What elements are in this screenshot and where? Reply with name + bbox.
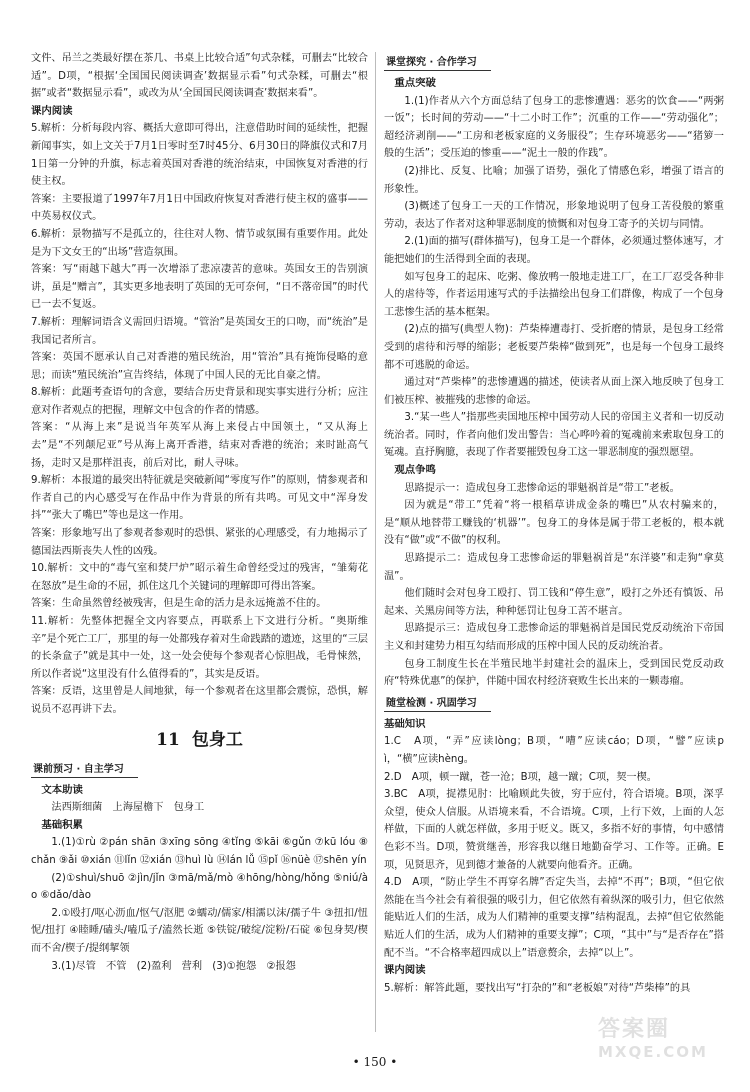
paragraph: 9.解析：本报道的最突出特征就是突破新闻“零度写作”的原则，情参观者和作者自己的内心感受写在作品中作为背景的所有共鸣。可见文中“浑身发抖”“张大了嘴巴”等也是这一作用。 bbox=[31, 475, 368, 522]
left-column bbox=[31, 50, 368, 975]
paragraph: 4.D A项，“防止学生不再穿名牌”否定失当，去掉“不再”；B项，“但它依然能在当今社会有着很强的吸引力，但它依然有着纵深的吸引力，但它依然能贴近人们的生活，成为人们精神的重要支撑”结构混乱，去掉“但它依然能贴近人们的生活，成为人们精神的重要支撑”；C项，“其中”与“是否存在”搭配不当。“不合格率超四成以上”语意赘余，去掉“以上”。 bbox=[384, 877, 724, 959]
watermark-logo bbox=[598, 1012, 728, 1076]
paragraph: 因为就是“带工”凭着“将一根稻草讲成金条的嘴巴”从农村骗来的，是“顺从地替带工赚钱的‘机器’”。包身工的身体是属于带工老板的，根本就没有“做”或“不做”的权利。 bbox=[384, 500, 724, 547]
chapter-number: 11 bbox=[156, 729, 180, 750]
paragraph: 5.解析：解答此题，要找出写“打杂的”和“老板娘”对待“芦柴棒”的具 bbox=[384, 982, 691, 994]
paragraph: 法西斯细菌 上海屋檐下 包身工 bbox=[51, 802, 205, 814]
section-tag: 课前预习 · 自主学习 bbox=[31, 763, 138, 778]
watermark-text-en: MXQE.COM bbox=[598, 1043, 708, 1061]
paragraph: 答案：写“雨越下越大”再一次增添了悲凉凄苦的意味。英国女王的告别演讲，虽是“赠言”，其实更多地表明了英国的无可奈何，“日不落帝国”的时代已一去不复返。 bbox=[31, 264, 368, 311]
paragraph: 6.解析：景物描写不是孤立的，往往对人物、情节或氛围有重要作用。此处是为下文女王的“出场”营造氛围。 bbox=[31, 228, 368, 258]
section-heading: 重点突破 bbox=[394, 77, 436, 89]
right-column bbox=[384, 50, 724, 997]
section-heading: 课内阅读 bbox=[384, 964, 426, 977]
paragraph: 2.①殴打/呕心沥血/怄气/沤肥 ②蠕动/儒家/相濡以沫/孺子牛 ③扭扣/忸怩/扭打 ④睦睡/磕头/嗑瓜子/溘然长逝 ⑤铁锭/破绽/淀粉/石碇 ⑥包身契/楔而不舍/楔子/提纲挈领 bbox=[31, 907, 368, 954]
paragraph: (2)①shuì/shuō ②jìn/jǐn ③mā/mǎ/mò ④hōng/hòng/hǒng ⑤niú/ào ⑥dǎo/dào bbox=[31, 872, 368, 902]
paragraph: 答案：主要报道了1997年7月1日中国政府恢复对香港行使主权的盛事——中英易权仪式。 bbox=[31, 193, 368, 223]
paragraph: 思路提示三：造成包身工悲惨命运的罪魁祸首是国民党反动统治下帝国主义和封建势力相互勾结而形成的压榨中国人民的反动统治者。 bbox=[384, 623, 724, 652]
paragraph: 1.(1)作者从六个方面总结了包身工的悲惨遭遇：恶劣的饮食——“两粥一饭”；长时间的劳动——“十二小时工作”；沉重的工作——“劳动强化”；超经济剥削——“工房和老板家庭的义务服役”；生存环境恶劣——“猪箩一般的生活”；受压迫的惨重——“泥土一般的作践”。 bbox=[384, 95, 724, 160]
section-tag: 随堂检测 · 巩固学习 bbox=[384, 697, 491, 712]
section-tag-row bbox=[384, 691, 724, 716]
column-divider bbox=[375, 52, 376, 1032]
paragraph: 思路提示二：造成包身工悲惨命运的罪魁祸首是“东洋婆”和走狗“拿莫温”。 bbox=[384, 553, 724, 582]
paragraph: 答案：英国不愿承认自己对香港的殖民统治，用“管治”具有掩饰侵略的意思；而读“殖民统治”宣告终结，体现了中国人民的无比自豪之情。 bbox=[31, 352, 368, 381]
paragraph: (3)概述了包身工一天的工作情况，形象地说明了包身工苦役般的繁重劳动，表达了作者对这种罪恶制度的愤慨和对包身工寄予的关切与同情。 bbox=[384, 201, 724, 230]
paragraph: 答案：形象地写出了参观者参观时的恐惧、紧张的心理感受，有力地揭示了德国法西斯丧失人性的凶残。 bbox=[31, 528, 368, 557]
paragraph: 3.“某一些人”指那些卖国地压榨中国劳动人民的帝国主义者和一切反动统治者。同时，作者向他们发出警告：当心哗吟着的冤魂前来索取包身工的冤魂。直抒胸臆，表现了作者要摧毁包身工这一罪恶制度的强烈愿望。 bbox=[384, 412, 724, 459]
section-heading: 课内阅读 bbox=[31, 104, 73, 117]
paragraph: 3.(1)尽管 不管 (2)盈利 营利 (3)①抱怨 ②报怨 bbox=[51, 960, 296, 972]
paragraph: 11.解析：先整体把握全文内容要点，再联系上下文进行分析。“奥斯维辛”是个死亡工厂，那里的每一处都残存着对生命践踏的遗迹，这里的“三层的长条盒子”就是其中一处，这一处会使每个参观者心惊胆战，毛骨悚然，所以作者说“这里没有什么值得看的”，其实是反语。 bbox=[31, 616, 368, 680]
section-tag-row bbox=[31, 757, 368, 782]
paragraph: 文件、吊兰之类最好摆在茶几、书桌上比较合适”句式杂糅，可删去“比较合适”。D项，“根据‘全国国民阅读调查’数据显示看”句式杂糅，可删去“根据”或者“数据显示看”，或改为从‘全国国民阅读调查’数据来看”。 bbox=[31, 53, 368, 100]
section-heading: 观点争鸣 bbox=[394, 464, 436, 477]
chapter-name: 包身工 bbox=[191, 729, 243, 750]
paragraph: 2.(1)面的描写(群体描写)，包身工是一个群体，必须通过整体速写，才能把她们的生活得到全面的表现。 bbox=[384, 236, 724, 265]
section-heading: 文本助读 bbox=[41, 783, 83, 796]
paragraph: 2.D A项，顿一蹴，苍一沧；B项，越一蹴；C项，契一楔。 bbox=[384, 771, 657, 783]
paragraph: 他们随时会对包身工殴打、罚工钱和“停生意”，殴打之外还有慎饭、吊起来、关黑房间等方法，种种惩罚让包身工苦不堪言。 bbox=[384, 588, 724, 617]
paragraph: 答案：“从海上来”是说当年英军从海上来侵占中国领土，“又从海上去”是“不列颠尼亚”号从海上离开香港，结束对香港的统治；来时趾高气扬，走时又是那样沮丧，前后对比，耐人寻味。 bbox=[31, 422, 368, 469]
section-tag: 课堂探究 · 合作学习 bbox=[384, 56, 491, 71]
paragraph: 包身工制度生长在半殖民地半封建社会的温床上，受到国民党反动政府“特殊优惠”的保护，伴随中国农村经济衰败生长出来的一颗毒瘤。 bbox=[384, 658, 724, 688]
watermark-text-cn: 答案圈 bbox=[598, 1017, 671, 1042]
paragraph: 1.(1)①rù ②pán shān ③xīng sōng ④tǐng ⑤kāi ⑥gǔn ⑦kū lóu ⑧chǎn ⑨ǎi ⑩xián ⑪lǐn ⑫xián ⑬huì lù ⑭lán lǚ ⑮pǐ ⑯nüè ⑰shēn yín bbox=[31, 837, 368, 866]
section-tag-row bbox=[384, 50, 724, 75]
paragraph: 7.解析：理解词语含义需回归语境。“管治”是英国女王的口吻，而“统治”是我国记者所言。 bbox=[31, 316, 368, 346]
paragraph: 1.C A项，“弄”应读lòng；B项，“嘈”应读cáo；D项，“譬”应读pì，“横”应读hèng。 bbox=[384, 736, 724, 765]
paragraph: 5.解析：分析每段内容、概括大意即可得出，注意借助时间的延续性，把握新闻事实，如上文关于7月1日零时至7时45分、6月30日的降旗仪式和7月1日第一分钟的升旗，标志着英国对香港的统治结束，中国恢复对香港的行使主权。 bbox=[31, 123, 368, 188]
paragraph: 10.解析：文中的“毒气室和焚尸炉”昭示着生命曾经受过的残害，“雏菊花在怒放”是生命的不屈，抓住这几个关键词的理解即可得出答案。 bbox=[31, 563, 368, 592]
chapter-title bbox=[31, 727, 368, 753]
paragraph: 答案：生命虽然曾经被残害，但是生命的活力是永远掩盖不住的。 bbox=[31, 598, 327, 610]
paragraph: (2)点的描写(典型人物)：芦柴棒遭毒打、受折磨的情景，是包身工经常受到的虐待和污辱的缩影；老板要芦柴棒“做到死”，也是每一个包身工最终都不可逃脱的命运。 bbox=[384, 324, 724, 371]
page-number: • 150 • bbox=[352, 1055, 398, 1069]
section-heading: 基础知识 bbox=[384, 717, 426, 730]
section-heading: 基础积累 bbox=[41, 818, 83, 831]
paragraph: 8.解析：此题考查语句的含意，要结合历史背景和现实事实进行分析；应注意对作者观点的把握，理解文中包含的作者的情感。 bbox=[31, 387, 368, 416]
paragraph: 如写包身工的起床、吃粥、像放鸭一般地走进工厂，在工厂忍受各种非人的虐待等，作者运用速写式的手法描绘出包身工们群像，构成了一个包身工悲惨生活的基本框架。 bbox=[384, 271, 724, 318]
paragraph: 通过对“芦柴棒”的悲惨遭遇的描述，使读者从面上深入地反映了包身工们被压榨、被摧残的悲惨的命运。 bbox=[384, 377, 724, 406]
paragraph: 思路提示一：造成包身工悲惨命运的罪魁祸首是“带工”老板。 bbox=[404, 482, 680, 494]
paragraph: 答案：反语，这里曾是人间地狱，每一个参观者在这里都会震惊，恐惧，解说员不忍再讲下去。 bbox=[31, 686, 368, 715]
paragraph: (2)排比、反复、比喻；加强了语势，强化了情感色彩，增强了语言的形象性。 bbox=[384, 165, 724, 195]
paragraph: 3.BC A项，捉襟见肘：比喻顾此失彼，穷于应付，符合语境。B项，深孚众望，使众人信服。从语境来看，不合语境。C项，上行下效，上面的人怎样做，下面的人就怎样做，多用于贬义。既又，多指不好的事情，句中感情色彩不当。D项，赞赏继善，形容我以继日地勤奋学习、工作等。正确。E项，见贤思齐，见到德才兼备的人就要向他看齐。正确。 bbox=[384, 789, 724, 871]
